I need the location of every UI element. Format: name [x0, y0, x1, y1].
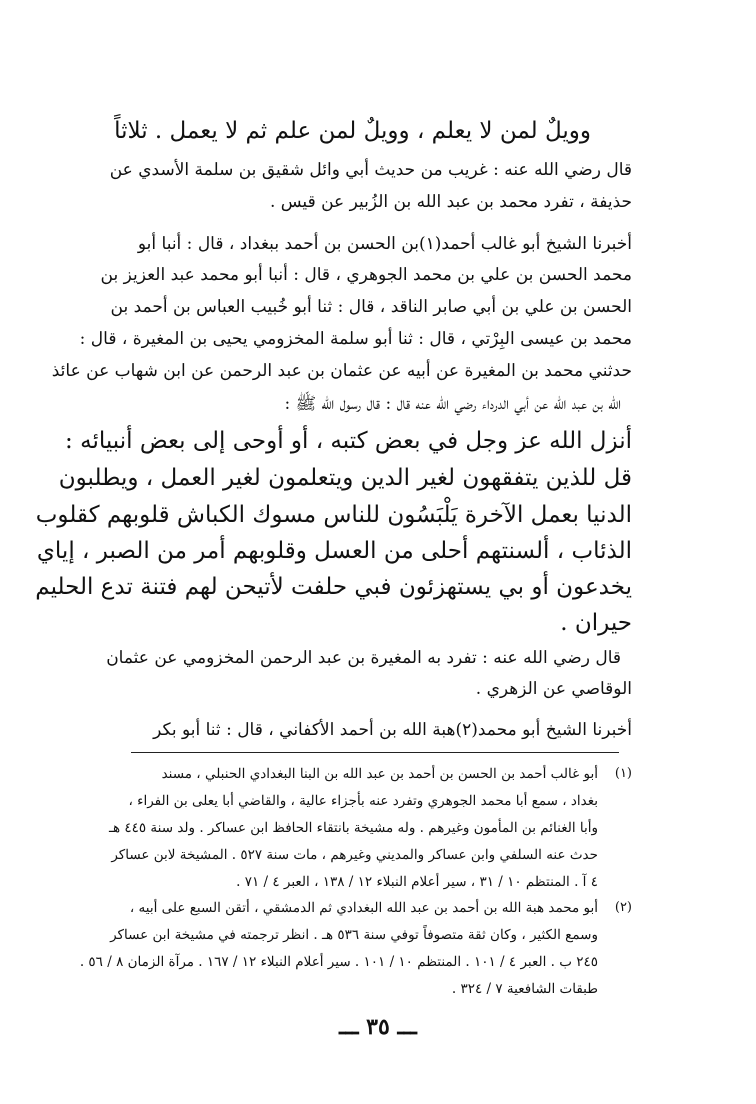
hadith-line-5: يخدعون أو بي يستهزئون فبي حلفت لأتيحن لهم فتنة تدع الحليم — [35, 574, 632, 600]
footnote-line: أبو غالب أحمد بن الحسن بن أحمد بن عبد الله بن البنا البغدادي الحنبلي ، مسند — [161, 766, 598, 782]
footnote-line: أبو محمد هبة الله بن أحمد بن عبد الله البغدادي ثم الدمشقي ، أتقن السبع على أبيه ، — [129, 900, 598, 916]
footnote-line: طبقات الشافعية ٧ / ٣٢٤ . — [451, 981, 598, 997]
text-line-17: الوقاصي عن الزهري . — [475, 679, 632, 699]
footnote-line: وأبا الغنائم بن المأمون وغيرهم . وله مشيخة بانتقاء الحافظ ابن عساكر . ولد سنة ٤٤٥ هـ — [108, 820, 598, 836]
hadith-line-4: الذئاب ، ألسنتهم أحلى من العسل وقلوبهم أمر من الصبر ، إياي — [36, 538, 632, 564]
text-line-4: أخبرنا الشيخ أبو غالب أحمد(١)بن الحسن بن أحمد ببغداد ، قال : أنبا أبو — [137, 234, 632, 254]
hadith-line-2: قل للذين يتفقهون لغير الدين ويتعلمون لغير العمل ، ويطلبون — [58, 465, 632, 491]
footnote-separator — [131, 752, 619, 753]
text-line-8: حدثني محمد بن المغيرة عن أبيه عن عثمان بن عبد الرحمن عن ابن شهاب عن عائذ — [51, 361, 632, 381]
footnote-line: بغداد ، سمع أبا محمد الجوهري وتفرد عنه بأجزاء عالية ، والقاضي أبا يعلى بن الفراء ، — [128, 793, 598, 809]
text-line-7: محمد بن عيسى البِرْتي ، قال : ثنا أبو سلمة المخزومي يحيى بن المغيرة ، قال : — [79, 329, 632, 349]
text-line-18: أخبرنا الشيخ أبو محمد(٢)هبة الله بن أحمد الأكفاني ، قال : ثنا أبو بكر — [153, 720, 632, 740]
footnote-line: ٢٤٥ ب . العبر ٤ / ١٠١ . المنتظم ١٠ / ١٠١ . سير أعلام النبلاء ١٢ / ١٦٧ . مرآة الزمان ٨ / ٥٦ . — [79, 954, 598, 970]
footnote-marker: (٢) — [614, 900, 632, 915]
page-number: ـــ ٣٥ ـــ — [339, 1014, 417, 1040]
footnote-marker: (١) — [614, 766, 632, 781]
footnote-line: ٤ آ . المنتظم ١٠ / ٣١ ، سير أعلام النبلاء ١٢ / ١٣٨ ، العبر ٤ / ٧١ . — [236, 874, 598, 890]
hadith-line-6: حيران . — [560, 610, 632, 636]
text-line-16: قال رضي الله عنه : تفرد به المغيرة بن عبد الرحمن المخزومي عن عثمان — [106, 648, 621, 668]
footnote-1 — [108, 766, 632, 896]
text-line-9: الله بن عبد الله عن أبي الدرداء رضي الله عنه قال : قال رسول الله ﷺ : — [284, 394, 621, 414]
hadith-line-1: أنزل الله عز وجل في بعض كتبه ، أو أوحى إلى بعض أنبيائه : — [65, 428, 632, 454]
footnote-2 — [79, 900, 632, 1008]
footnote-line: حدث عنه السلفي وابن عساكر والمديني وغيرهم ، مات سنة ٥٢٧ . المشيخة لابن عساكر — [111, 847, 598, 863]
text-line-6: الحسن بن علي بن أبي صابر الناقد ، قال : ثنا أبو خُبيب العباس بن أحمد بن — [110, 297, 632, 317]
hadith-line-3: الدنيا بعمل الآخرة يَلْبَسُون للناس مسوك الكباش قلوبهم كقلوب — [35, 502, 632, 528]
text-line-2: قال رضي الله عنه : غريب من حديث أبي وائل شقيق بن سلمة الأسدي عن — [109, 160, 632, 180]
text-line-1: وويلٌ لمن لا يعلم ، وويلٌ لمن علم ثم لا يعمل . ثلاثاً — [114, 118, 591, 144]
text-line-3: حذيفة ، تفرد محمد بن عبد الله بن الزُبير عن قيس . — [269, 192, 632, 212]
text-line-5: محمد الحسن بن علي بن محمد الجوهري ، قال : أنبا أبو محمد عبد العزيز بن — [100, 265, 632, 285]
footnote-line: وسمع الكثير ، وكان ثقة متصوفاً توفي سنة ٥٣٦ هـ . انظر ترجمته في مشيخة ابن عساكر — [110, 927, 598, 943]
